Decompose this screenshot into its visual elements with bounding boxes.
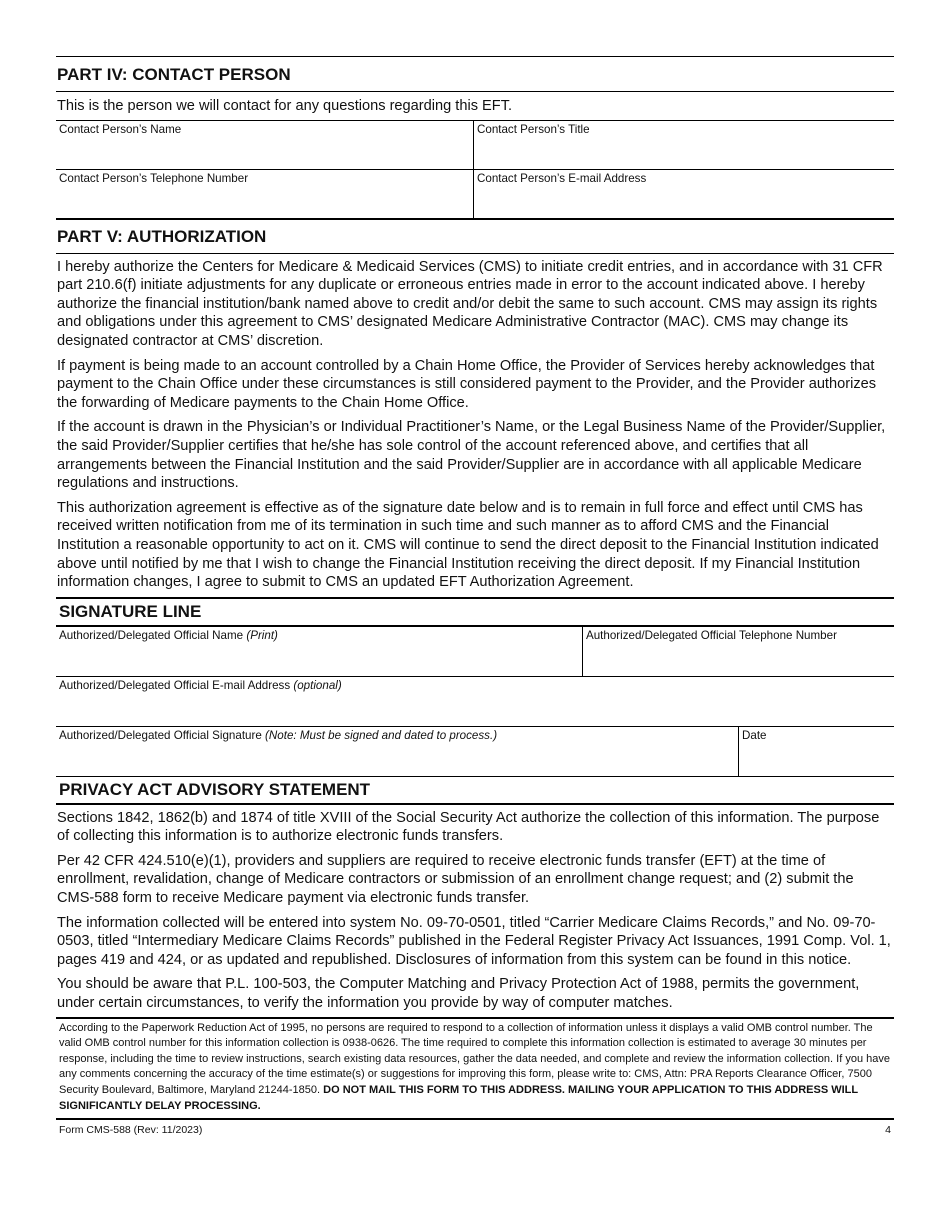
signature-row-2: [56, 677, 894, 727]
privacy-paragraph-2: Per 42 CFR 424.510(e)(1), providers and suppliers are required to receive electronic funds transfer (EFT) at the time of enrollment, revalidation, change of Medicare contractors or submission of an enrollment change request; and (2) submit the CMS-588 form to receive Medicare payment via electronic funds transfer.: [57, 852, 854, 907]
contact-row-2: [56, 170, 894, 220]
part4-title: PART IV: CONTACT PERSON: [56, 57, 894, 92]
form-id: Form CMS-588 (Rev: 11/2023): [59, 1124, 203, 1137]
contact-name-label: Contact Person’s Name: [59, 122, 182, 136]
privacy-paragraph-4: You should be aware that P.L. 100-503, the Computer Matching and Privacy Protection Act of 1988, permits the government, under certain circumstances, to verify the information you provide by way of computer matches.: [57, 976, 860, 1012]
page-footer: [56, 1120, 894, 1140]
privacy-paragraph-3: The information collected will be entered into system No. 09-70-0501, titled “Carrier Medicare Claims Records,” and No. 09-70-0503, titled “Intermediary Medicare Claims Records” published in the Federal Register Privacy Act Issuances, 1991 Comp. Vol. 1, pages 419 and 424, or as updated and republished. Disclosures of information from this system can be found in this notice.: [57, 914, 891, 968]
privacy-body: [56, 805, 894, 1013]
contact-title-label: Contact Person’s Title: [477, 122, 590, 136]
privacy-title: PRIVACY ACT ADVISORY STATEMENT: [56, 777, 894, 805]
contact-email-label: Contact Person’s E-mail Address: [477, 171, 647, 185]
part5-paragraph-2: If payment is being made to an account controlled by a Chain Home Office, the Provider of Services hereby acknowledges that payment to the Chain Office under these circumstances is still considered payment to the Provider, and the Provider authorizes the forwarding of Medicare payments to the Chain Home Office.: [57, 357, 877, 411]
signature-row-1: [56, 627, 894, 677]
official-email-field[interactable]: [56, 677, 894, 726]
contact-phone-field[interactable]: [56, 170, 473, 218]
official-email-note: (optional): [293, 678, 342, 692]
official-signature-label: Authorized/Delegated Official Signature: [59, 728, 262, 742]
official-signature-field[interactable]: [56, 727, 738, 776]
official-signature-note: (Note: Must be signed and dated to process.): [265, 728, 498, 742]
contact-title-field[interactable]: [473, 121, 894, 169]
paperwork-warning: DO NOT MAIL THIS FORM TO THIS ADDRESS. MAILING YOUR APPLICATION TO THIS ADDRESS WILL SIGNIFICANTLY DELAY PROCESSING.: [59, 1084, 858, 1112]
contact-phone-label: Contact Person’s Telephone Number: [59, 171, 249, 185]
official-email-label: Authorized/Delegated Official E-mail Address: [59, 678, 291, 692]
official-name-field[interactable]: [56, 627, 582, 676]
signature-title: SIGNATURE LINE: [56, 599, 894, 627]
paperwork-notice: [56, 1019, 894, 1119]
privacy-paragraph-1: Sections 1842, 1862(b) and 1874 of title XVIII of the Social Security Act authorize the collection of this information. The purpose of collecting this information is to authorize electronic funds transfers.: [57, 809, 880, 845]
contact-row-1: [56, 121, 894, 170]
signature-row-3: [56, 727, 894, 777]
part5-title: PART V: AUTHORIZATION: [56, 220, 894, 254]
official-name-note: (Print): [246, 628, 278, 642]
paperwork-text: According to the Paperwork Reduction Act of 1995, no persons are required to respond to a collection of information unless it displays a valid OMB control number. The valid OMB control number for this information collection is 0938-0626. The time required to complete this information collection is estimated to average 30 minutes per response, including the time to review instructions, search existing data resources, gather the data needed, and complete and review the information collection. If you have any comments concerning the accuracy of the time estimate(s) or suggestions for improving this form, please write to: CMS, Attn: PRA Reports Clearance Officer, 7500 Security Boulevard, Baltimore, Maryland 21244-1850.: [59, 1021, 890, 1096]
official-name-label: Authorized/Delegated Official Name: [59, 628, 244, 642]
part4-intro: This is the person we will contact for any questions regarding this EFT.: [56, 92, 894, 121]
page-number: 4: [885, 1124, 891, 1137]
contact-email-field[interactable]: [473, 170, 894, 218]
part5-paragraph-4: This authorization agreement is effective as of the signature date below and is to remain in full force and effect until CMS has received written notification from me of its termination in such time and such manner as to afford CMS and the Financial Institution a reasonable opportunity to act on it. CMS will continue to send the direct deposit to the Financial Institution indicated above until notified by me that I wish to change the Financial Institution receiving the direct deposit. If my Financial Institution information changes, I agree to submit to CMS an updated EFT Authorization Agreement.: [57, 499, 879, 591]
official-phone-label: Authorized/Delegated Official Telephone Number: [586, 628, 837, 642]
part5-body: [56, 254, 894, 592]
form-page: [56, 56, 894, 1140]
contact-name-field[interactable]: [56, 121, 473, 169]
date-label: Date: [742, 728, 767, 742]
official-phone-field[interactable]: [582, 627, 894, 676]
part5-paragraph-1: I hereby authorize the Centers for Medicare & Medicaid Services (CMS) to initiate credit entries, and in accordance with 31 CFR part 210.6(f) initiate adjustments for any duplicate or erroneous entries made in error to the account indicated above. I hereby authorize the financial institution/bank named above to credit and/or debit the same to such account. CMS may assign its rights and obligations under this agreement to CMS’ designated Medicare Administrative Contractor (MAC). CMS may change its designated contractor at CMS’ discretion.: [57, 258, 883, 349]
date-field[interactable]: [738, 727, 894, 776]
part5-paragraph-3: If the account is drawn in the Physician’s or Individual Practitioner’s Name, or the Legal Business Name of the Provider/Supplier, the said Provider/Supplier certifies that he/she has sole control of the account referenced above, and certifies that all arrangements between the Financial Institution and the said Provider/Supplier are in accordance with all applicable Medicare regulations and instructions.: [57, 419, 886, 492]
